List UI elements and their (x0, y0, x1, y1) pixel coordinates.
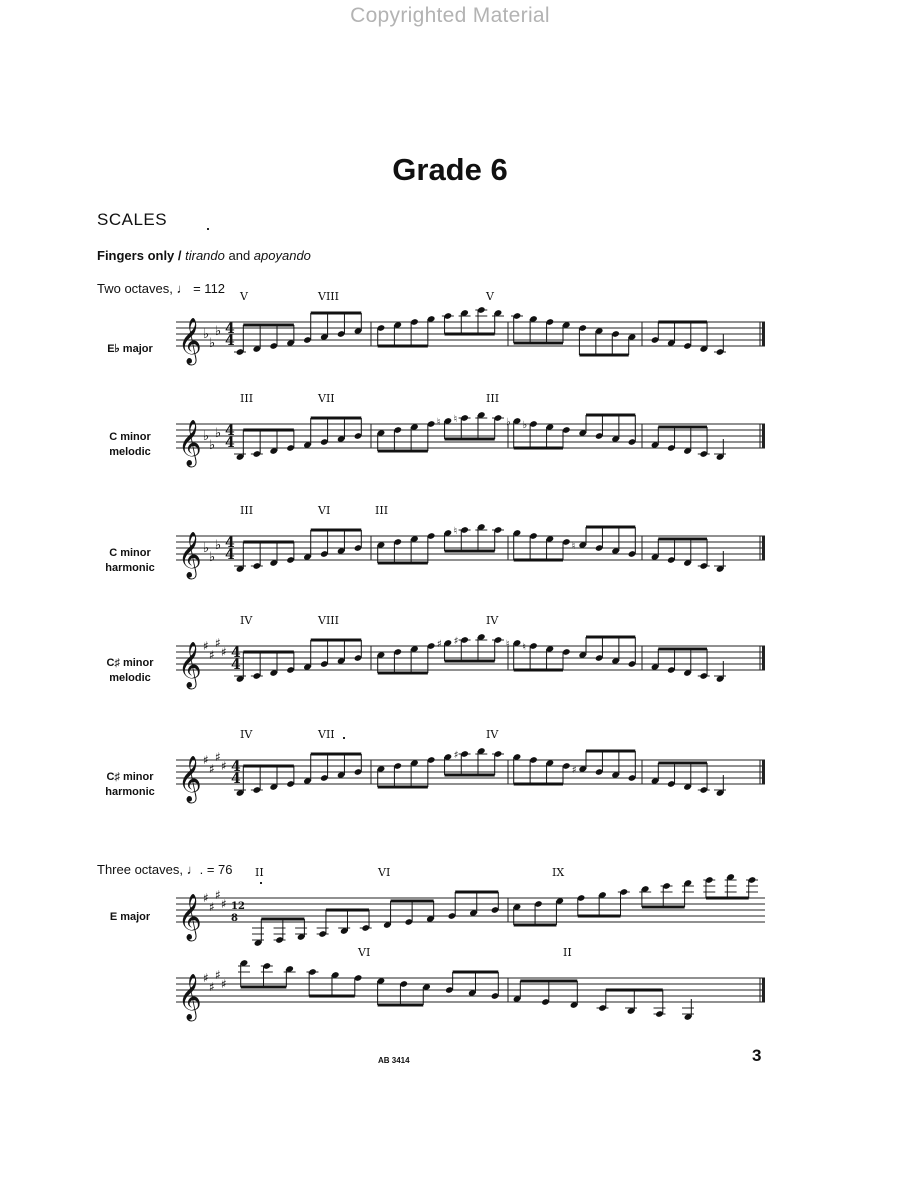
speck (343, 737, 345, 739)
flat-icon: ♭ (203, 429, 210, 444)
speck (207, 228, 209, 230)
sharp-icon: ♯ (209, 900, 215, 914)
time-signature-top: 4 (231, 759, 241, 775)
instruction-text (97, 248, 311, 263)
flat-icon: ♭ (215, 324, 222, 339)
sharp-icon: ♯ (215, 750, 221, 764)
natural-icon: ♮ (436, 417, 441, 428)
scale-label: C♯ minor harmonic (105, 771, 155, 798)
sharp-icon: ♯ (221, 759, 227, 773)
final-barline-thick (762, 760, 765, 784)
position-marking: V (486, 290, 494, 303)
position-marking: IV (240, 614, 253, 627)
final-barline-thick (762, 536, 765, 560)
position-marking: VIII (318, 614, 339, 627)
sharp-icon: ♯ (221, 897, 227, 911)
position-marking: III (240, 504, 254, 517)
page-number: 3 (752, 1046, 762, 1065)
page-title: Grade 6 (392, 152, 508, 187)
position-marking: VI (378, 866, 391, 879)
flat-icon: ♭ (215, 426, 222, 441)
instruction-italic-apoyando: apoyando (253, 248, 311, 263)
position-marking: VI (358, 946, 371, 959)
flat-icon: ♭ (203, 327, 210, 342)
position-marking: V (240, 290, 248, 303)
time-signature-top: 4 (231, 645, 241, 661)
staff-eb-major (0, 290, 900, 400)
sharp-icon: ♯ (203, 891, 209, 905)
position-marking: III (486, 392, 500, 405)
sharp-icon: ♯ (436, 639, 442, 650)
publisher-code: AB 3414 (378, 1056, 410, 1065)
position-marking: VI (318, 504, 331, 517)
tempo-value: = 112 (189, 281, 226, 296)
staff-cs-minor-melodic (0, 614, 900, 724)
treble-clef-icon: 𝄞 (178, 318, 202, 364)
scale-label: C minor harmonic (105, 547, 155, 574)
tempo-label: Two octaves, (97, 281, 177, 296)
instruction-bold: Fingers only / (97, 248, 186, 263)
flat-icon: ♭ (209, 336, 216, 351)
treble-clef-icon: 𝄞 (178, 420, 202, 466)
natural-icon: ♮ (522, 642, 527, 653)
staff-e-major-line-2 (0, 946, 900, 1056)
flat-icon: ♭ (209, 438, 216, 453)
watermark: Copyrighted Material (350, 4, 550, 27)
position-marking: IX (552, 866, 565, 879)
tempo-value: = 76 (203, 862, 233, 877)
time-signature-bottom: 4 (225, 547, 235, 563)
sharp-icon: ♯ (453, 750, 459, 761)
position-marking: II (255, 866, 264, 879)
position-marking: VII (318, 392, 335, 405)
position-marking: II (563, 946, 572, 959)
time-signature-bottom: 4 (225, 333, 235, 349)
sharp-icon: ♯ (203, 639, 209, 653)
quarter-note-icon: ♩ (176, 281, 190, 296)
final-barline-thick (762, 424, 765, 448)
treble-clef-icon: 𝄞 (178, 642, 202, 688)
time-signature-top: 4 (225, 321, 235, 337)
scale-label: C minor melodic (109, 431, 151, 458)
treble-clef-icon: 𝄞 (178, 894, 202, 940)
final-barline-thick (762, 646, 765, 670)
sharp-icon: ♯ (215, 888, 221, 902)
sharp-icon: ♯ (221, 977, 227, 991)
sharp-icon: ♯ (453, 636, 459, 647)
dotted-quarter-note-icon: ♩. (186, 862, 204, 877)
section-heading: SCALES (97, 210, 168, 229)
natural-icon: ♮ (453, 414, 458, 425)
position-marking: VIII (318, 290, 339, 303)
sharp-icon: ♯ (215, 968, 221, 982)
scale-label: C♯ minor melodic (106, 657, 154, 684)
final-barline-thick (762, 322, 765, 346)
staff-c-minor-melodic (0, 392, 900, 502)
flat-icon: ♭ (522, 420, 528, 431)
scale-label: E major (109, 911, 151, 923)
position-marking: IV (486, 728, 499, 741)
time-signature-bottom: 4 (225, 435, 235, 451)
position-marking: IV (486, 614, 499, 627)
time-signature-bottom: 4 (231, 771, 241, 787)
speck (260, 882, 262, 884)
natural-icon: ♮ (571, 541, 576, 552)
staff-c-minor-harmonic (0, 504, 900, 614)
tempo-label: Three octaves, (97, 862, 187, 877)
treble-clef-icon: 𝄞 (178, 756, 202, 802)
instruction-and: and (224, 248, 254, 263)
time-signature-top: 4 (225, 423, 235, 439)
instruction-italic-tirando: tirando (185, 248, 225, 263)
flat-icon: ♭ (215, 538, 222, 553)
natural-icon: ♮ (453, 526, 458, 537)
sharp-icon: ♯ (571, 765, 577, 776)
sharp-icon: ♯ (209, 980, 215, 994)
sharp-icon: ♯ (209, 762, 215, 776)
final-barline-thick (762, 978, 765, 1002)
flat-icon: ♭ (209, 550, 216, 565)
time-signature-bottom: 4 (231, 657, 241, 673)
sharp-icon: ♯ (209, 648, 215, 662)
position-marking: IV (240, 728, 253, 741)
natural-icon: ♮ (506, 639, 510, 650)
time-signature-bottom: 8 (231, 913, 238, 924)
position-marking: III (240, 392, 254, 405)
position-marking: III (375, 504, 389, 517)
time-signature-top: 12 (231, 901, 245, 912)
sharp-icon: ♯ (203, 753, 209, 767)
staff-cs-minor-harmonic (0, 728, 900, 838)
sharp-icon: ♯ (221, 645, 227, 659)
scale-label: E♭ major (107, 343, 153, 355)
time-signature-top: 4 (225, 535, 235, 551)
sharp-icon: ♯ (215, 636, 221, 650)
sharp-icon: ♯ (203, 971, 209, 985)
flat-icon: ♭ (506, 417, 511, 428)
flat-icon: ♭ (203, 541, 210, 556)
treble-clef-icon: 𝄞 (178, 532, 202, 578)
treble-clef-icon: 𝄞 (178, 974, 202, 1020)
position-marking: VII (318, 728, 335, 741)
